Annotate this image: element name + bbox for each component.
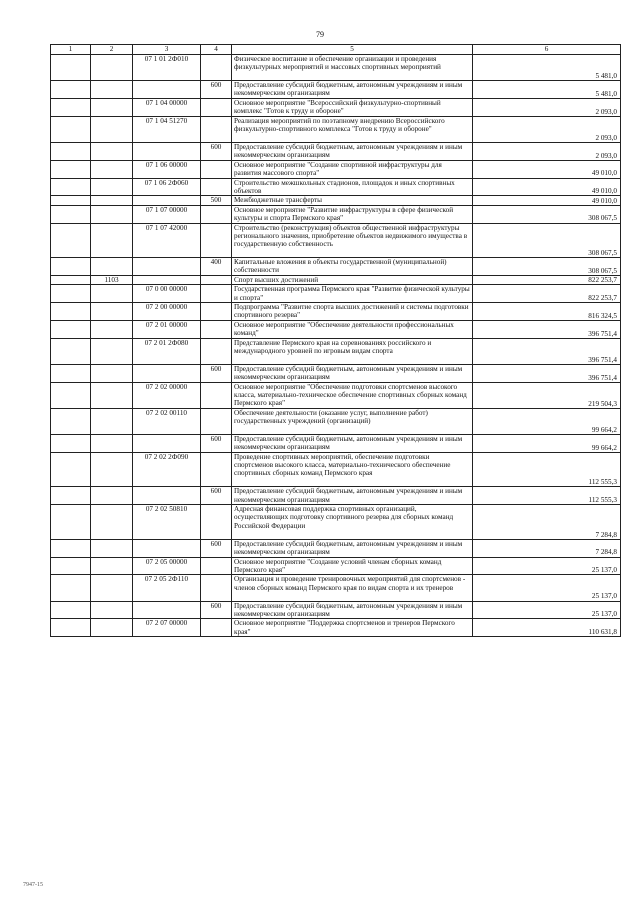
cell-expense-type xyxy=(201,98,232,116)
cell-description: Основное мероприятие "Создание спортивной инфраструктуры для развития массового спорта" xyxy=(232,160,473,178)
cell-expense-type xyxy=(201,160,232,178)
cell-description: Представление Пермского края на соревнованиях российского и международного уровней по игровым видам спорта xyxy=(232,338,473,364)
cell-budget-code: 07 2 02 2Ф090 xyxy=(133,452,201,487)
cell-col-2 xyxy=(91,539,133,557)
cell-expense-type xyxy=(201,275,232,284)
table-row xyxy=(51,539,621,557)
cell-expense-type: 600 xyxy=(201,539,232,557)
cell-col-2 xyxy=(91,258,133,276)
cell-budget-code xyxy=(133,539,201,557)
cell-col-1 xyxy=(51,160,91,178)
cell-col-1 xyxy=(51,601,91,619)
cell-amount: 308 067,5 xyxy=(473,223,621,258)
cell-amount: 5 481,0 xyxy=(473,55,621,81)
cell-description: Строительство межшкольных стадионов, площадок и иных спортивных объектов xyxy=(232,178,473,196)
cell-budget-code: 07 2 07 00000 xyxy=(133,619,201,637)
cell-amount: 7 284,8 xyxy=(473,505,621,540)
cell-col-2 xyxy=(91,116,133,142)
cell-budget-code xyxy=(133,81,201,99)
cell-col-1 xyxy=(51,196,91,205)
table-row xyxy=(51,205,621,223)
cell-description: Предоставление субсидий бюджетным, автономным учреждениям и иным некоммерческим организациям xyxy=(232,601,473,619)
cell-description: Организация и проведение тренировочных мероприятий для спортсменов - членов сборных команд Пермского края по видам спорта и их тренеров xyxy=(232,575,473,601)
table-row xyxy=(51,487,621,505)
cell-budget-code xyxy=(133,196,201,205)
table-row xyxy=(51,408,621,434)
header-col-5: 5 xyxy=(232,45,473,55)
cell-col-2 xyxy=(91,408,133,434)
cell-amount: 396 751,4 xyxy=(473,364,621,382)
table-row xyxy=(51,160,621,178)
cell-description: Подпрограмма "Развитие спорта высших достижений и системы подготовки спортивного резерва" xyxy=(232,303,473,321)
cell-expense-type: 600 xyxy=(201,142,232,160)
table-row xyxy=(51,275,621,284)
cell-amount: 7 284,8 xyxy=(473,539,621,557)
cell-col-1 xyxy=(51,303,91,321)
cell-budget-code: 07 2 02 00000 xyxy=(133,382,201,408)
cell-budget-code: 07 2 00 00000 xyxy=(133,303,201,321)
cell-expense-type xyxy=(201,557,232,575)
table-row xyxy=(51,98,621,116)
table-row xyxy=(51,575,621,601)
cell-col-1 xyxy=(51,142,91,160)
cell-col-2 xyxy=(91,320,133,338)
cell-budget-code: 07 1 04 00000 xyxy=(133,98,201,116)
cell-amount: 99 664,2 xyxy=(473,435,621,453)
cell-col-1 xyxy=(51,408,91,434)
cell-expense-type xyxy=(201,55,232,81)
cell-expense-type xyxy=(201,575,232,601)
table-row xyxy=(51,258,621,276)
cell-col-2 xyxy=(91,364,133,382)
cell-budget-code: 07 1 07 00000 xyxy=(133,205,201,223)
cell-amount: 5 481,0 xyxy=(473,81,621,99)
cell-amount: 2 093,0 xyxy=(473,116,621,142)
cell-col-2 xyxy=(91,303,133,321)
cell-col-2 xyxy=(91,601,133,619)
cell-col-1 xyxy=(51,55,91,81)
cell-description: Обеспечение деятельности (оказание услуг, выполнение работ) государственных учреждений (организаций) xyxy=(232,408,473,434)
cell-col-2 xyxy=(91,505,133,540)
cell-budget-code xyxy=(133,601,201,619)
cell-col-1 xyxy=(51,338,91,364)
cell-description: Предоставление субсидий бюджетным, автономным учреждениям и иным некоммерческим организациям xyxy=(232,487,473,505)
cell-budget-code: 07 2 05 2Ф110 xyxy=(133,575,201,601)
cell-description: Проведение спортивных мероприятий, обеспечение подготовки спортсменов высокого класса, материально-технического обеспечение спортивных сборных команд Пермского края xyxy=(232,452,473,487)
cell-expense-type: 500 xyxy=(201,196,232,205)
cell-budget-code: 07 1 01 2Ф010 xyxy=(133,55,201,81)
table-row xyxy=(51,285,621,303)
cell-col-2 xyxy=(91,178,133,196)
cell-col-1 xyxy=(51,619,91,637)
cell-col-1 xyxy=(51,505,91,540)
cell-expense-type: 600 xyxy=(201,601,232,619)
cell-col-2: 1103 xyxy=(91,275,133,284)
table-row xyxy=(51,364,621,382)
table-header-row xyxy=(51,45,621,55)
cell-col-1 xyxy=(51,81,91,99)
cell-expense-type: 600 xyxy=(201,81,232,99)
cell-budget-code: 07 1 07 42000 xyxy=(133,223,201,258)
cell-amount: 49 010,0 xyxy=(473,178,621,196)
cell-col-2 xyxy=(91,619,133,637)
cell-description: Основное мероприятие "Обеспечение подготовки спортсменов высокого класса, материально-техническое обеспечение спортивных сборных команд Пермского края" xyxy=(232,382,473,408)
table-row xyxy=(51,338,621,364)
cell-col-2 xyxy=(91,142,133,160)
cell-amount: 2 093,0 xyxy=(473,142,621,160)
cell-amount: 25 137,0 xyxy=(473,601,621,619)
cell-expense-type xyxy=(201,338,232,364)
header-col-4: 4 xyxy=(201,45,232,55)
cell-expense-type xyxy=(201,619,232,637)
cell-col-2 xyxy=(91,435,133,453)
cell-col-2 xyxy=(91,81,133,99)
cell-expense-type xyxy=(201,223,232,258)
cell-description: Спорт высших достижений xyxy=(232,275,473,284)
cell-expense-type: 600 xyxy=(201,435,232,453)
table-row xyxy=(51,116,621,142)
cell-col-2 xyxy=(91,98,133,116)
cell-budget-code: 07 2 02 00110 xyxy=(133,408,201,434)
footer-code: 7947-15 xyxy=(23,882,43,888)
cell-col-1 xyxy=(51,487,91,505)
cell-expense-type xyxy=(201,303,232,321)
cell-col-1 xyxy=(51,382,91,408)
cell-budget-code: 07 2 02 50810 xyxy=(133,505,201,540)
cell-col-1 xyxy=(51,116,91,142)
cell-description: Капитальные вложения в объекты государственной (муниципальной) собственности xyxy=(232,258,473,276)
cell-amount: 110 631,8 xyxy=(473,619,621,637)
cell-description: Предоставление субсидий бюджетным, автономным учреждениям и иным некоммерческим организациям xyxy=(232,364,473,382)
cell-col-1 xyxy=(51,575,91,601)
cell-budget-code xyxy=(133,142,201,160)
cell-amount: 822 253,7 xyxy=(473,285,621,303)
cell-description: Предоставление субсидий бюджетным, автономным учреждениям и иным некоммерческим организациям xyxy=(232,435,473,453)
cell-budget-code: 07 1 04 51270 xyxy=(133,116,201,142)
cell-expense-type xyxy=(201,116,232,142)
cell-amount: 112 555,3 xyxy=(473,452,621,487)
cell-amount: 308 067,5 xyxy=(473,205,621,223)
cell-amount: 25 137,0 xyxy=(473,557,621,575)
cell-description: Предоставление субсидий бюджетным, автономным учреждениям и иным некоммерческим организациям xyxy=(232,81,473,99)
cell-budget-code xyxy=(133,364,201,382)
cell-expense-type xyxy=(201,408,232,434)
cell-col-2 xyxy=(91,205,133,223)
cell-amount: 219 504,3 xyxy=(473,382,621,408)
cell-description: Реализация мероприятий по поэтапному внедрению Всероссийского физкультурно-спортивного комплекса "Готов к труду и обороне" xyxy=(232,116,473,142)
table-row xyxy=(51,196,621,205)
cell-expense-type xyxy=(201,178,232,196)
cell-description: Предоставление субсидий бюджетным, автономным учреждениям и иным некоммерческим организациям xyxy=(232,142,473,160)
cell-budget-code xyxy=(133,435,201,453)
cell-description: Государственная программа Пермского края "Развитие физической культуры и спорта" xyxy=(232,285,473,303)
cell-budget-code xyxy=(133,275,201,284)
cell-amount: 49 010,0 xyxy=(473,160,621,178)
cell-budget-code: 07 1 06 2Ф060 xyxy=(133,178,201,196)
cell-col-1 xyxy=(51,364,91,382)
table-row xyxy=(51,601,621,619)
cell-col-2 xyxy=(91,196,133,205)
cell-col-1 xyxy=(51,223,91,258)
cell-expense-type: 600 xyxy=(201,364,232,382)
cell-description: Основное мероприятие "Всероссийский физкультурно-спортивный комплекс "Готов к труду и обороне" xyxy=(232,98,473,116)
cell-col-2 xyxy=(91,223,133,258)
cell-col-1 xyxy=(51,435,91,453)
cell-expense-type: 400 xyxy=(201,258,232,276)
cell-col-1 xyxy=(51,320,91,338)
table-row xyxy=(51,303,621,321)
table-row xyxy=(51,142,621,160)
cell-description: Основное мероприятие "Создание условий членам сборных команд Пермского края" xyxy=(232,557,473,575)
cell-col-2 xyxy=(91,452,133,487)
cell-amount: 2 093,0 xyxy=(473,98,621,116)
cell-col-2 xyxy=(91,557,133,575)
header-col-1: 1 xyxy=(51,45,91,55)
header-col-3: 3 xyxy=(133,45,201,55)
cell-col-1 xyxy=(51,539,91,557)
cell-col-1 xyxy=(51,557,91,575)
cell-col-1 xyxy=(51,285,91,303)
cell-amount: 396 751,4 xyxy=(473,320,621,338)
table-row xyxy=(51,81,621,99)
cell-amount: 822 253,7 xyxy=(473,275,621,284)
cell-col-2 xyxy=(91,55,133,81)
cell-description: Основное мероприятие "Развитие инфраструктуры в сфере физической культуры и спорта Пермского края" xyxy=(232,205,473,223)
cell-col-2 xyxy=(91,487,133,505)
table-row xyxy=(51,178,621,196)
cell-expense-type xyxy=(201,285,232,303)
header-col-2: 2 xyxy=(91,45,133,55)
cell-budget-code: 07 0 00 00000 xyxy=(133,285,201,303)
table-row xyxy=(51,223,621,258)
cell-amount: 49 010,0 xyxy=(473,196,621,205)
cell-budget-code: 07 2 01 2Ф080 xyxy=(133,338,201,364)
cell-expense-type xyxy=(201,452,232,487)
cell-budget-code: 07 1 06 00000 xyxy=(133,160,201,178)
cell-expense-type: 600 xyxy=(201,487,232,505)
cell-col-2 xyxy=(91,160,133,178)
cell-col-1 xyxy=(51,98,91,116)
table-row xyxy=(51,382,621,408)
cell-col-2 xyxy=(91,575,133,601)
cell-description: Адресная финансовая поддержка спортивных организаций, осуществляющих подготовку спортивного резерва для сборных команд Российской Федерации xyxy=(232,505,473,540)
cell-description: Основное мероприятие "Обеспечение деятельности профессиональных команд" xyxy=(232,320,473,338)
cell-col-2 xyxy=(91,382,133,408)
cell-expense-type xyxy=(201,505,232,540)
cell-expense-type xyxy=(201,205,232,223)
header-col-6: 6 xyxy=(473,45,621,55)
table-row xyxy=(51,619,621,637)
cell-amount: 99 664,2 xyxy=(473,408,621,434)
cell-col-1 xyxy=(51,205,91,223)
table-row xyxy=(51,435,621,453)
cell-col-1 xyxy=(51,178,91,196)
cell-amount: 816 324,5 xyxy=(473,303,621,321)
cell-budget-code xyxy=(133,487,201,505)
cell-expense-type xyxy=(201,382,232,408)
cell-col-1 xyxy=(51,258,91,276)
cell-description: Предоставление субсидий бюджетным, автономным учреждениям и иным некоммерческим организациям xyxy=(232,539,473,557)
cell-budget-code: 07 2 05 00000 xyxy=(133,557,201,575)
cell-col-2 xyxy=(91,285,133,303)
cell-description: Межбюджетные трансферты xyxy=(232,196,473,205)
table-row xyxy=(51,55,621,81)
cell-description: Основное мероприятие "Поддержка спортсменов и тренеров Пермского края" xyxy=(232,619,473,637)
cell-amount: 25 137,0 xyxy=(473,575,621,601)
page-number: 79 xyxy=(316,30,324,39)
cell-col-2 xyxy=(91,338,133,364)
cell-amount: 112 555,3 xyxy=(473,487,621,505)
table-row xyxy=(51,452,621,487)
budget-table xyxy=(50,44,621,637)
cell-description: Физическое воспитание и обеспечение организации и проведения физкультурных мероприятий и массовых спортивных мероприятий xyxy=(232,55,473,81)
cell-budget-code: 07 2 01 00000 xyxy=(133,320,201,338)
table-row xyxy=(51,557,621,575)
cell-budget-code xyxy=(133,258,201,276)
cell-col-1 xyxy=(51,275,91,284)
table-row xyxy=(51,505,621,540)
cell-amount: 396 751,4 xyxy=(473,338,621,364)
cell-col-1 xyxy=(51,452,91,487)
table-row xyxy=(51,320,621,338)
cell-description: Строительство (реконструкция) объектов общественной инфраструктуры регионального значения, приобретение объектов недвижимого имущества в государственную собственность xyxy=(232,223,473,258)
cell-expense-type xyxy=(201,320,232,338)
cell-amount: 308 067,5 xyxy=(473,258,621,276)
